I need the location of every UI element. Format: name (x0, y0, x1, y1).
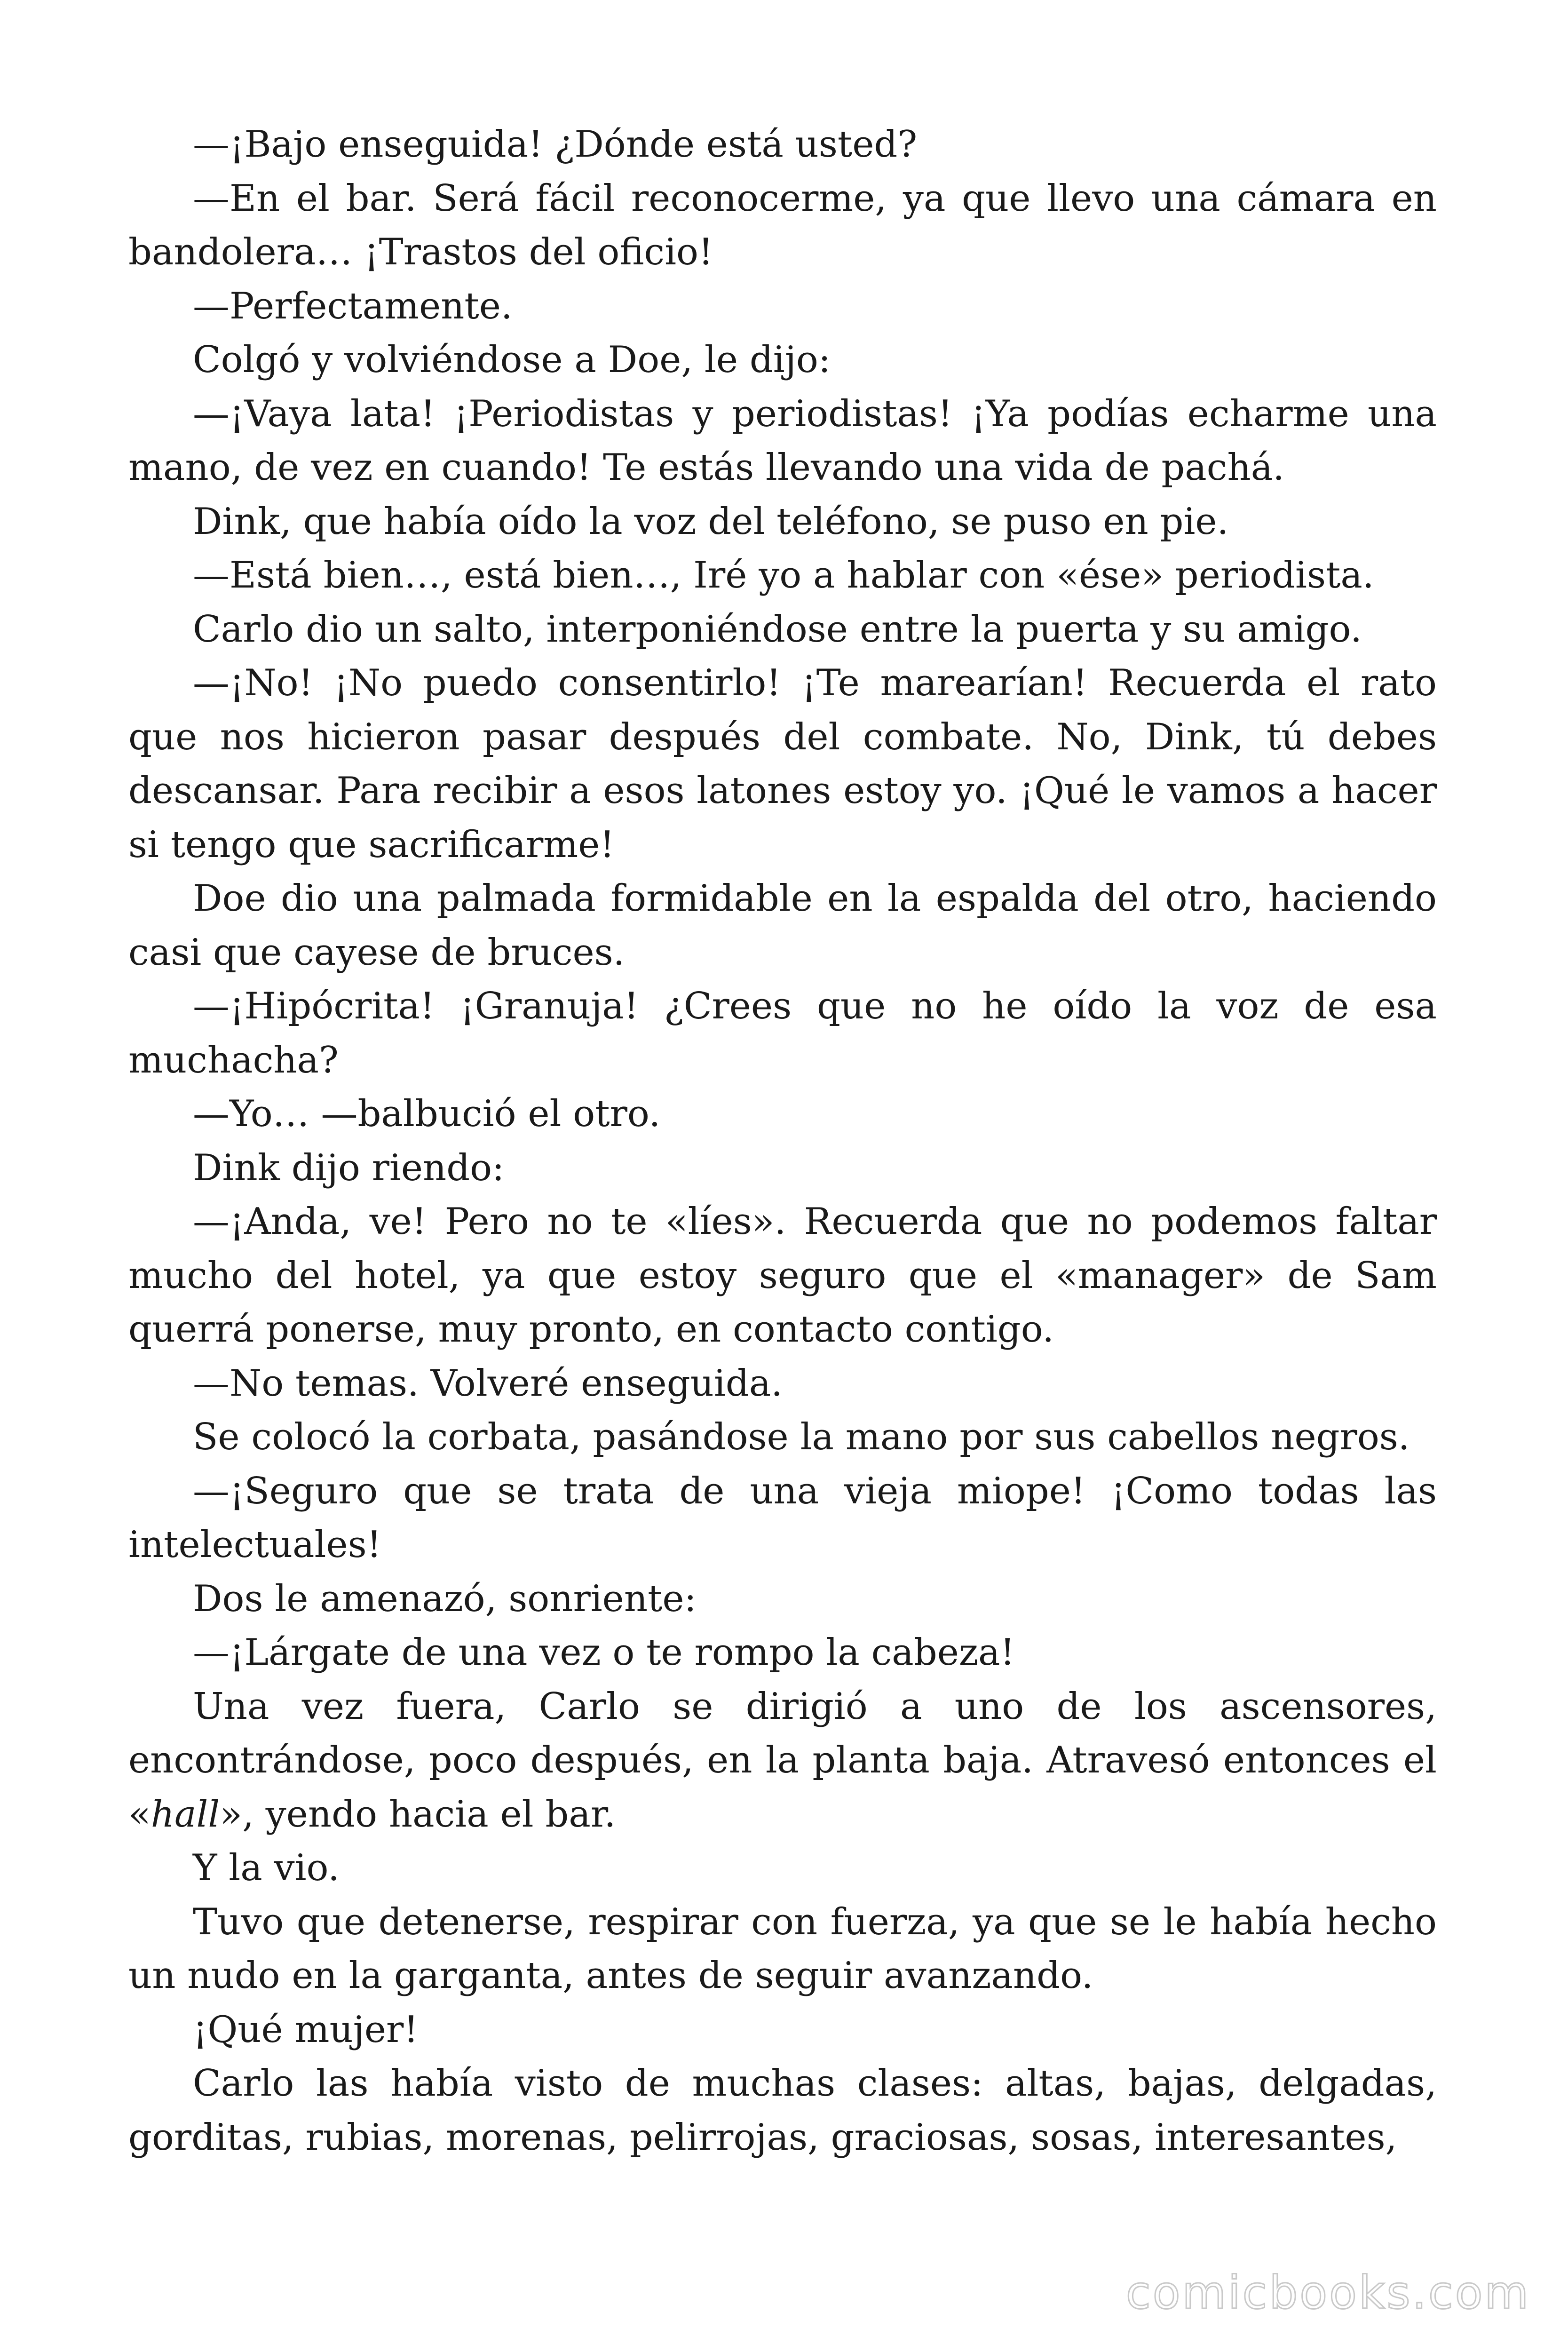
paragraph: —¡Anda, ve! Pero no te «líes». Recuerda que no podemos faltar mucho del hotel, ya que estoy seguro que el «manager» de Sam querrá ponerse, muy pronto, en contacto contigo. (128, 1200, 1437, 1351)
paragraph: Tuvo que detenerse, respirar con fuerza, ya que se le había hecho un nudo en la garganta, antes de seguir avanzando. (128, 1900, 1437, 1997)
paragraph: —En el bar. Será fácil reconocerme, ya que llevo una cámara en bandolera… ¡Trastos del oficio! (128, 177, 1437, 273)
paragraph: Dink dijo riendo: (193, 1146, 505, 1189)
italic-word: hall (150, 1793, 220, 1836)
paragraph: —¡No! ¡No puedo consentirlo! ¡Te marearían! Recuerda el rato que nos hicieron pasar después del combate. No, Dink, tú debes descansar. Para recibir a esos latones estoy yo. ¡Qué le vamos a hacer si tengo que sacrificarme! (128, 662, 1437, 866)
body-text (128, 118, 1437, 2164)
paragraph: —Yo… —balbució el otro. (193, 1093, 661, 1135)
paragraph-text: Una vez fuera, Carlo se dirigió a uno de los ascensores, encontrándose, poco después, en la planta baja. Atravesó entonces el « (128, 1685, 1437, 1836)
paragraph: Y la vio. (193, 1847, 340, 1889)
paragraph: —Perfectamente. (193, 285, 513, 327)
paragraph: —Está bien…, está bien…, Iré yo a hablar con «ése» periodista. (193, 554, 1374, 596)
paragraph: Colgó y volviéndose a Doe, le dijo: (193, 339, 831, 381)
paragraph (128, 1680, 1437, 1842)
watermark: comicbooks.com (1125, 2266, 1530, 2319)
paragraph: Doe dio una palmada formidable en la espalda del otro, haciendo casi que cayese de bruces. (128, 877, 1437, 974)
paragraph: ¡Qué mujer! (193, 2008, 419, 2051)
paragraph: —¡Lárgate de una vez o te rompo la cabeza! (193, 1631, 1015, 1674)
paragraph: Dink, que había oído la voz del teléfono, se puso en pie. (193, 500, 1229, 543)
paragraph: —No temas. Volveré enseguida. (193, 1362, 783, 1405)
paragraph: Carlo las había visto de muchas clases: altas, bajas, delgadas, gorditas, rubias, morenas, pelirrojas, graciosas, sosas, interesantes, (128, 2062, 1437, 2159)
paragraph: Se colocó la corbata, pasándose la mano por sus cabellos negros. (193, 1416, 1410, 1458)
paragraph-text: », yendo hacia el bar. (220, 1793, 616, 1836)
paragraph: Carlo dio un salto, interponiéndose entre la puerta y su amigo. (193, 608, 1362, 651)
paragraph: —¡Bajo enseguida! ¿Dónde está usted? (193, 123, 918, 166)
paragraph: —¡Vaya lata! ¡Periodistas y periodistas! ¡Ya podías echarme una mano, de vez en cuando! Te estás llevando una vida de pachá. (128, 392, 1437, 489)
paragraph: —¡Hipócrita! ¡Granuja! ¿Crees que no he oído la voz de esa muchacha? (128, 985, 1437, 1081)
paragraph: Dos le amenazó, sonriente: (193, 1577, 697, 1620)
paragraph: —¡Seguro que se trata de una vieja miope! ¡Como todas las intelectuales! (128, 1470, 1437, 1566)
